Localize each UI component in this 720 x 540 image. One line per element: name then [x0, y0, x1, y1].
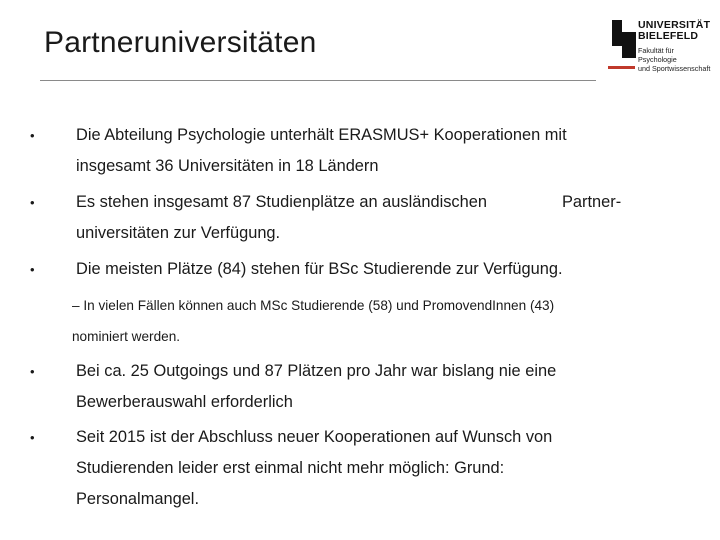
bullet-marker: •	[30, 128, 35, 143]
sub-bullet-text: – In vielen Fällen können auch MSc Studierende (58) und PromovendInnen (43) nominiert werden.	[72, 298, 555, 344]
bullet-text: Seit 2015 ist der Abschluss neuer Kooperationen auf Wunsch von Studierenden leider erst einmal nicht mehr möglich: Grund: Personalmangel.	[76, 428, 553, 508]
bullet-text: Es stehen insgesamt 87 Studienplätze an ausländischen universitäten zur Verfügung.	[76, 193, 487, 242]
bullet-hyphenated-word: Partner-	[562, 193, 622, 211]
bullet-marker: •	[30, 430, 35, 445]
bullet-marker: •	[30, 262, 35, 277]
logo-university-name: UNIVERSITÄT BIELEFELD	[638, 19, 711, 42]
bullet-text: Die Abteilung Psychologie unterhält ERASMUS+ Kooperationen mit insgesamt 36 Universitäten in 18 Ländern	[76, 126, 567, 175]
logo-faculty-name: Fakultät für Psychologie und Sportwissenschaft	[638, 46, 711, 73]
bullet-marker: •	[30, 195, 35, 210]
bullet-text: Bei ca. 25 Outgoings und 87 Plätzen pro Jahr war bislang nie eine Bewerberauswahl erforderlich	[76, 362, 557, 411]
bullet-text: Die meisten Plätze (84) stehen für BSc Studierende zur Verfügung.	[76, 260, 563, 278]
bullet-marker: •	[30, 364, 35, 379]
slide-title: Partneruniversitäten	[44, 26, 317, 59]
